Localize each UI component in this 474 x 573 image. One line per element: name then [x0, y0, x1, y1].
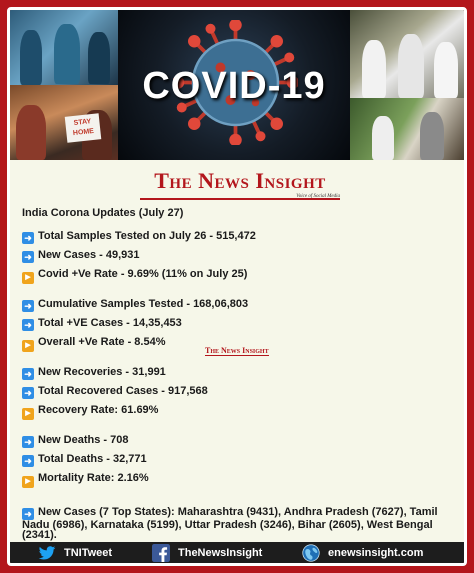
- stat-text: Covid +Ve Rate - 9.69% (11% on July 25): [38, 268, 248, 280]
- twitter-link[interactable]: [38, 544, 112, 562]
- facebook-link[interactable]: [152, 544, 262, 562]
- globe-icon: [302, 544, 320, 562]
- photo-ppe-workers: [350, 10, 464, 98]
- hero-collage: [10, 10, 464, 160]
- stat-line: [22, 268, 247, 282]
- website-link[interactable]: [302, 544, 423, 562]
- twitter-handle: TNITweet: [64, 546, 113, 559]
- stat-line: [22, 385, 208, 399]
- arrow-right-icon: ➜: [22, 319, 34, 331]
- arrow-right-icon: ➜: [22, 455, 34, 467]
- photo-virus: [118, 10, 350, 160]
- stat-line: [22, 404, 158, 418]
- stay-home-sign: STAY HOME: [65, 113, 102, 142]
- arrow-right-icon: ➜: [22, 436, 34, 448]
- stat-text: Mortality Rate: 2.16%: [38, 472, 149, 484]
- stat-line: [22, 317, 182, 331]
- stat-text: Total Recovered Cases - 917,568: [38, 385, 208, 397]
- stat-line: [22, 249, 140, 263]
- stat-text: New Recoveries - 31,991: [38, 366, 166, 378]
- arrow-right-icon: ➜: [22, 251, 34, 263]
- brand-name: The News Insight: [154, 168, 326, 193]
- stat-text: Total Samples Tested on July 26 - 515,472: [38, 230, 256, 242]
- stat-text: Overall +Ve Rate - 8.54%: [38, 336, 166, 348]
- covid-title: COVID-19: [142, 65, 326, 107]
- facebook-page: TheNewsInsight: [178, 546, 263, 559]
- arrow-right-icon: ➜: [22, 387, 34, 399]
- stat-text: Total Deaths - 32,771: [38, 453, 147, 465]
- stat-text: Cumulative Samples Tested - 168,06,803: [38, 298, 249, 310]
- footer-bar: [10, 542, 464, 563]
- brand-tagline: Voice of Social Media: [296, 194, 340, 199]
- brand-logo: [140, 168, 340, 200]
- stat-line: [22, 230, 256, 244]
- photo-health-workers: [10, 10, 118, 85]
- arrow-right-icon: ➜: [22, 300, 34, 312]
- stat-text: Recovery Rate: 61.69%: [38, 404, 159, 416]
- stat-text: New Deaths - 708: [38, 434, 129, 446]
- updates-panel: [10, 160, 464, 542]
- photo-screening: [350, 98, 464, 160]
- website-url: enewsinsight.com: [328, 546, 424, 559]
- play-icon: ▶: [22, 408, 34, 420]
- arrow-right-icon: ➜: [22, 368, 34, 380]
- twitter-icon: [38, 544, 56, 562]
- photo-stay-home: [10, 85, 118, 160]
- arrow-right-icon: ➜: [22, 508, 34, 520]
- stat-text: Total +VE Cases - 14,35,453: [38, 317, 182, 329]
- top-states-text: New Cases (7 Top States): Maharashtra (9431), Andhra Pradesh (7627), Tamil Nadu (6986), Karnataka (5199), Uttar Pradesh (3246), Bihar (2605), West Bengal (2341).: [22, 506, 438, 541]
- facebook-icon: [152, 544, 170, 562]
- headline: India Corona Updates (July 27): [22, 207, 184, 219]
- stat-line: [22, 472, 149, 486]
- stat-line: [22, 298, 248, 312]
- top-states-note: [22, 507, 458, 540]
- infographic-frame: [7, 7, 467, 566]
- arrow-right-icon: ➜: [22, 232, 34, 244]
- play-icon: ▶: [22, 272, 34, 284]
- play-icon: ▶: [22, 340, 34, 352]
- stat-line: [22, 336, 166, 350]
- stat-line: [22, 366, 166, 380]
- watermark-brand: The News Insight: [205, 346, 269, 355]
- stat-text: New Cases - 49,931: [38, 249, 140, 261]
- stat-line: [22, 453, 147, 467]
- play-icon: ▶: [22, 476, 34, 488]
- stat-line: [22, 434, 128, 448]
